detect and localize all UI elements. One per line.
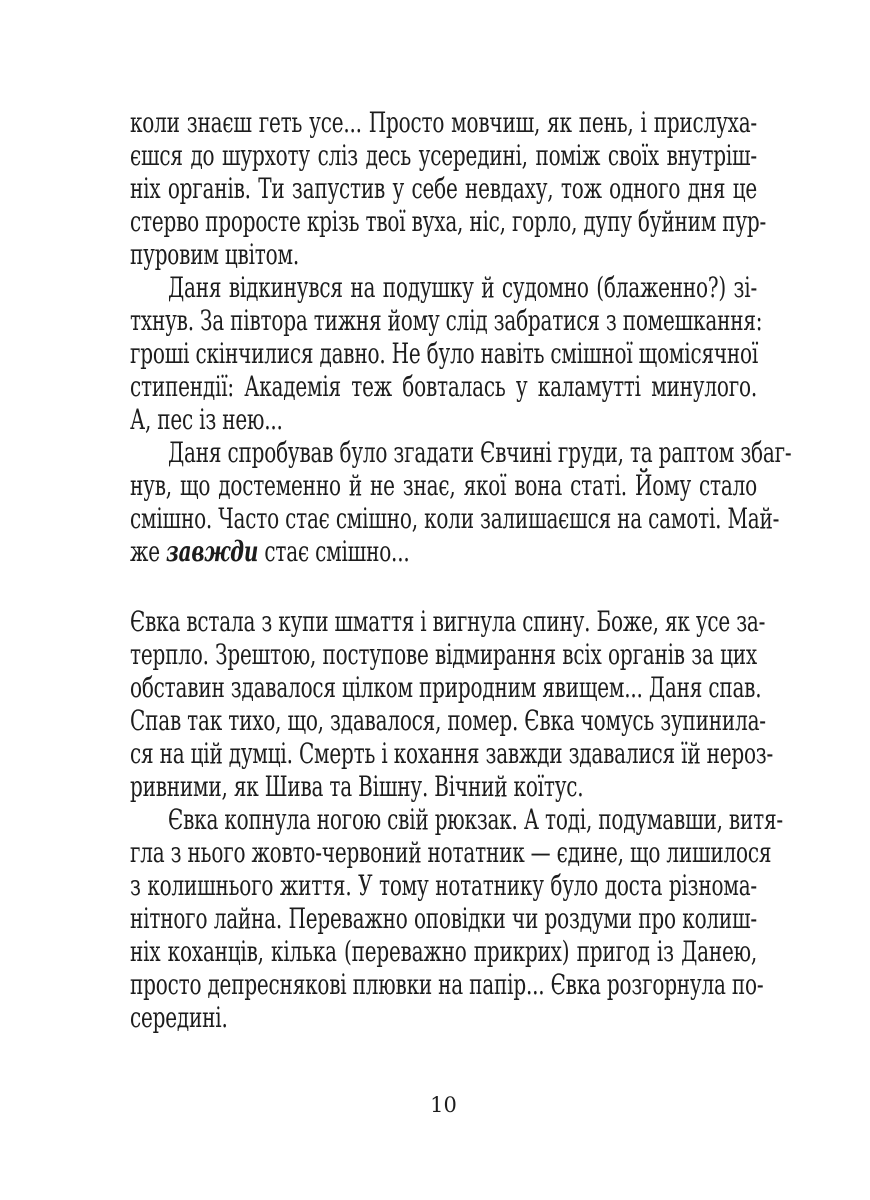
text-line: ся на цій думці. Смерть і кохання завжди здавалися їй нероз- (130, 736, 774, 770)
text-line: нув, що достеменно й не знає, якої вона статі. Йому стало (130, 468, 757, 502)
text-line: Євка встала з купи шмаття і вигнула спину. Боже, як усе за- (130, 604, 766, 638)
text-line: тхнув. За півтора тижня йому слід забратися з помешкання: (130, 303, 763, 337)
text-line: з колишнього життя. У тому нотатнику було доста різнома- (130, 868, 757, 902)
text-line: терпло. Зрештою, поступове відмирання всіх органів за цих (130, 637, 757, 671)
text-line: смішно. Часто стає смішно, коли залишаєшся на самоті. Май- (130, 501, 780, 535)
page-text (130, 105, 792, 1037)
text-segment: же (130, 534, 166, 568)
text-line: Євка копнула ногою свій рюкзак. А тоді, подумавши, витя- (168, 802, 783, 836)
text-line: А, пес із нею... (130, 402, 283, 436)
text-line: пуровим цвітом. (130, 237, 299, 271)
text-segment: стає смішно... (258, 534, 410, 568)
text-line: нітного лайна. Переважно оповідки чи роздуми про колиш- (130, 901, 757, 935)
text-line: коли знаєш геть усе... Просто мовчиш, як пень, і прислуха- (130, 105, 757, 139)
text-line: єшся до шурхоту сліз десь усередині, поміж своїх внутріш- (130, 138, 757, 172)
text-line: Даня спробував було згадати Євчині груди, та раптом збаг- (168, 435, 792, 469)
text-line: середині. (130, 1000, 228, 1034)
text-line: стипендії: Академія теж бовталась у каламутті минулого. (130, 369, 757, 403)
emphasized-word: завжди (166, 534, 259, 568)
text-line: ніх органів. Ти запустив у себе невдаху, тож одного дня це (130, 171, 757, 205)
text-line: Спав так тихо, що, здавалося, помер. Євка чомусь зупинила- (130, 703, 766, 737)
text-line: обставин здавалося цілком природним явищем... Даня спав. (130, 670, 762, 704)
text-line: гроші скінчилися давно. Не було навіть смішної щомісячної (130, 336, 759, 370)
text-line: ніх коханців, кілька (переважно прикрих) пригод із Данею, (130, 934, 757, 968)
text-line (130, 529, 757, 575)
text-line: стерво проросте крізь твої вуха, ніс, горло, дупу буйним пур- (130, 204, 767, 238)
page-number: 10 (430, 1093, 457, 1117)
paragraph (130, 105, 767, 274)
text-line: Даня відкинувся на подушку й судомно (блаженно?) зі- (168, 270, 757, 304)
paragraph (130, 435, 792, 571)
text-line: просто депреснякові плювки на папір... Євка розгорнула по- (130, 967, 764, 1001)
text-line: ривними, як Шива та Вішну. Вічний коїтус. (130, 769, 584, 803)
text-line: гла з нього жовто-червоний нотатник — єдине, що лишилося (130, 835, 772, 869)
paragraph (130, 270, 763, 439)
paragraph (130, 802, 783, 1037)
paragraph (130, 604, 774, 806)
